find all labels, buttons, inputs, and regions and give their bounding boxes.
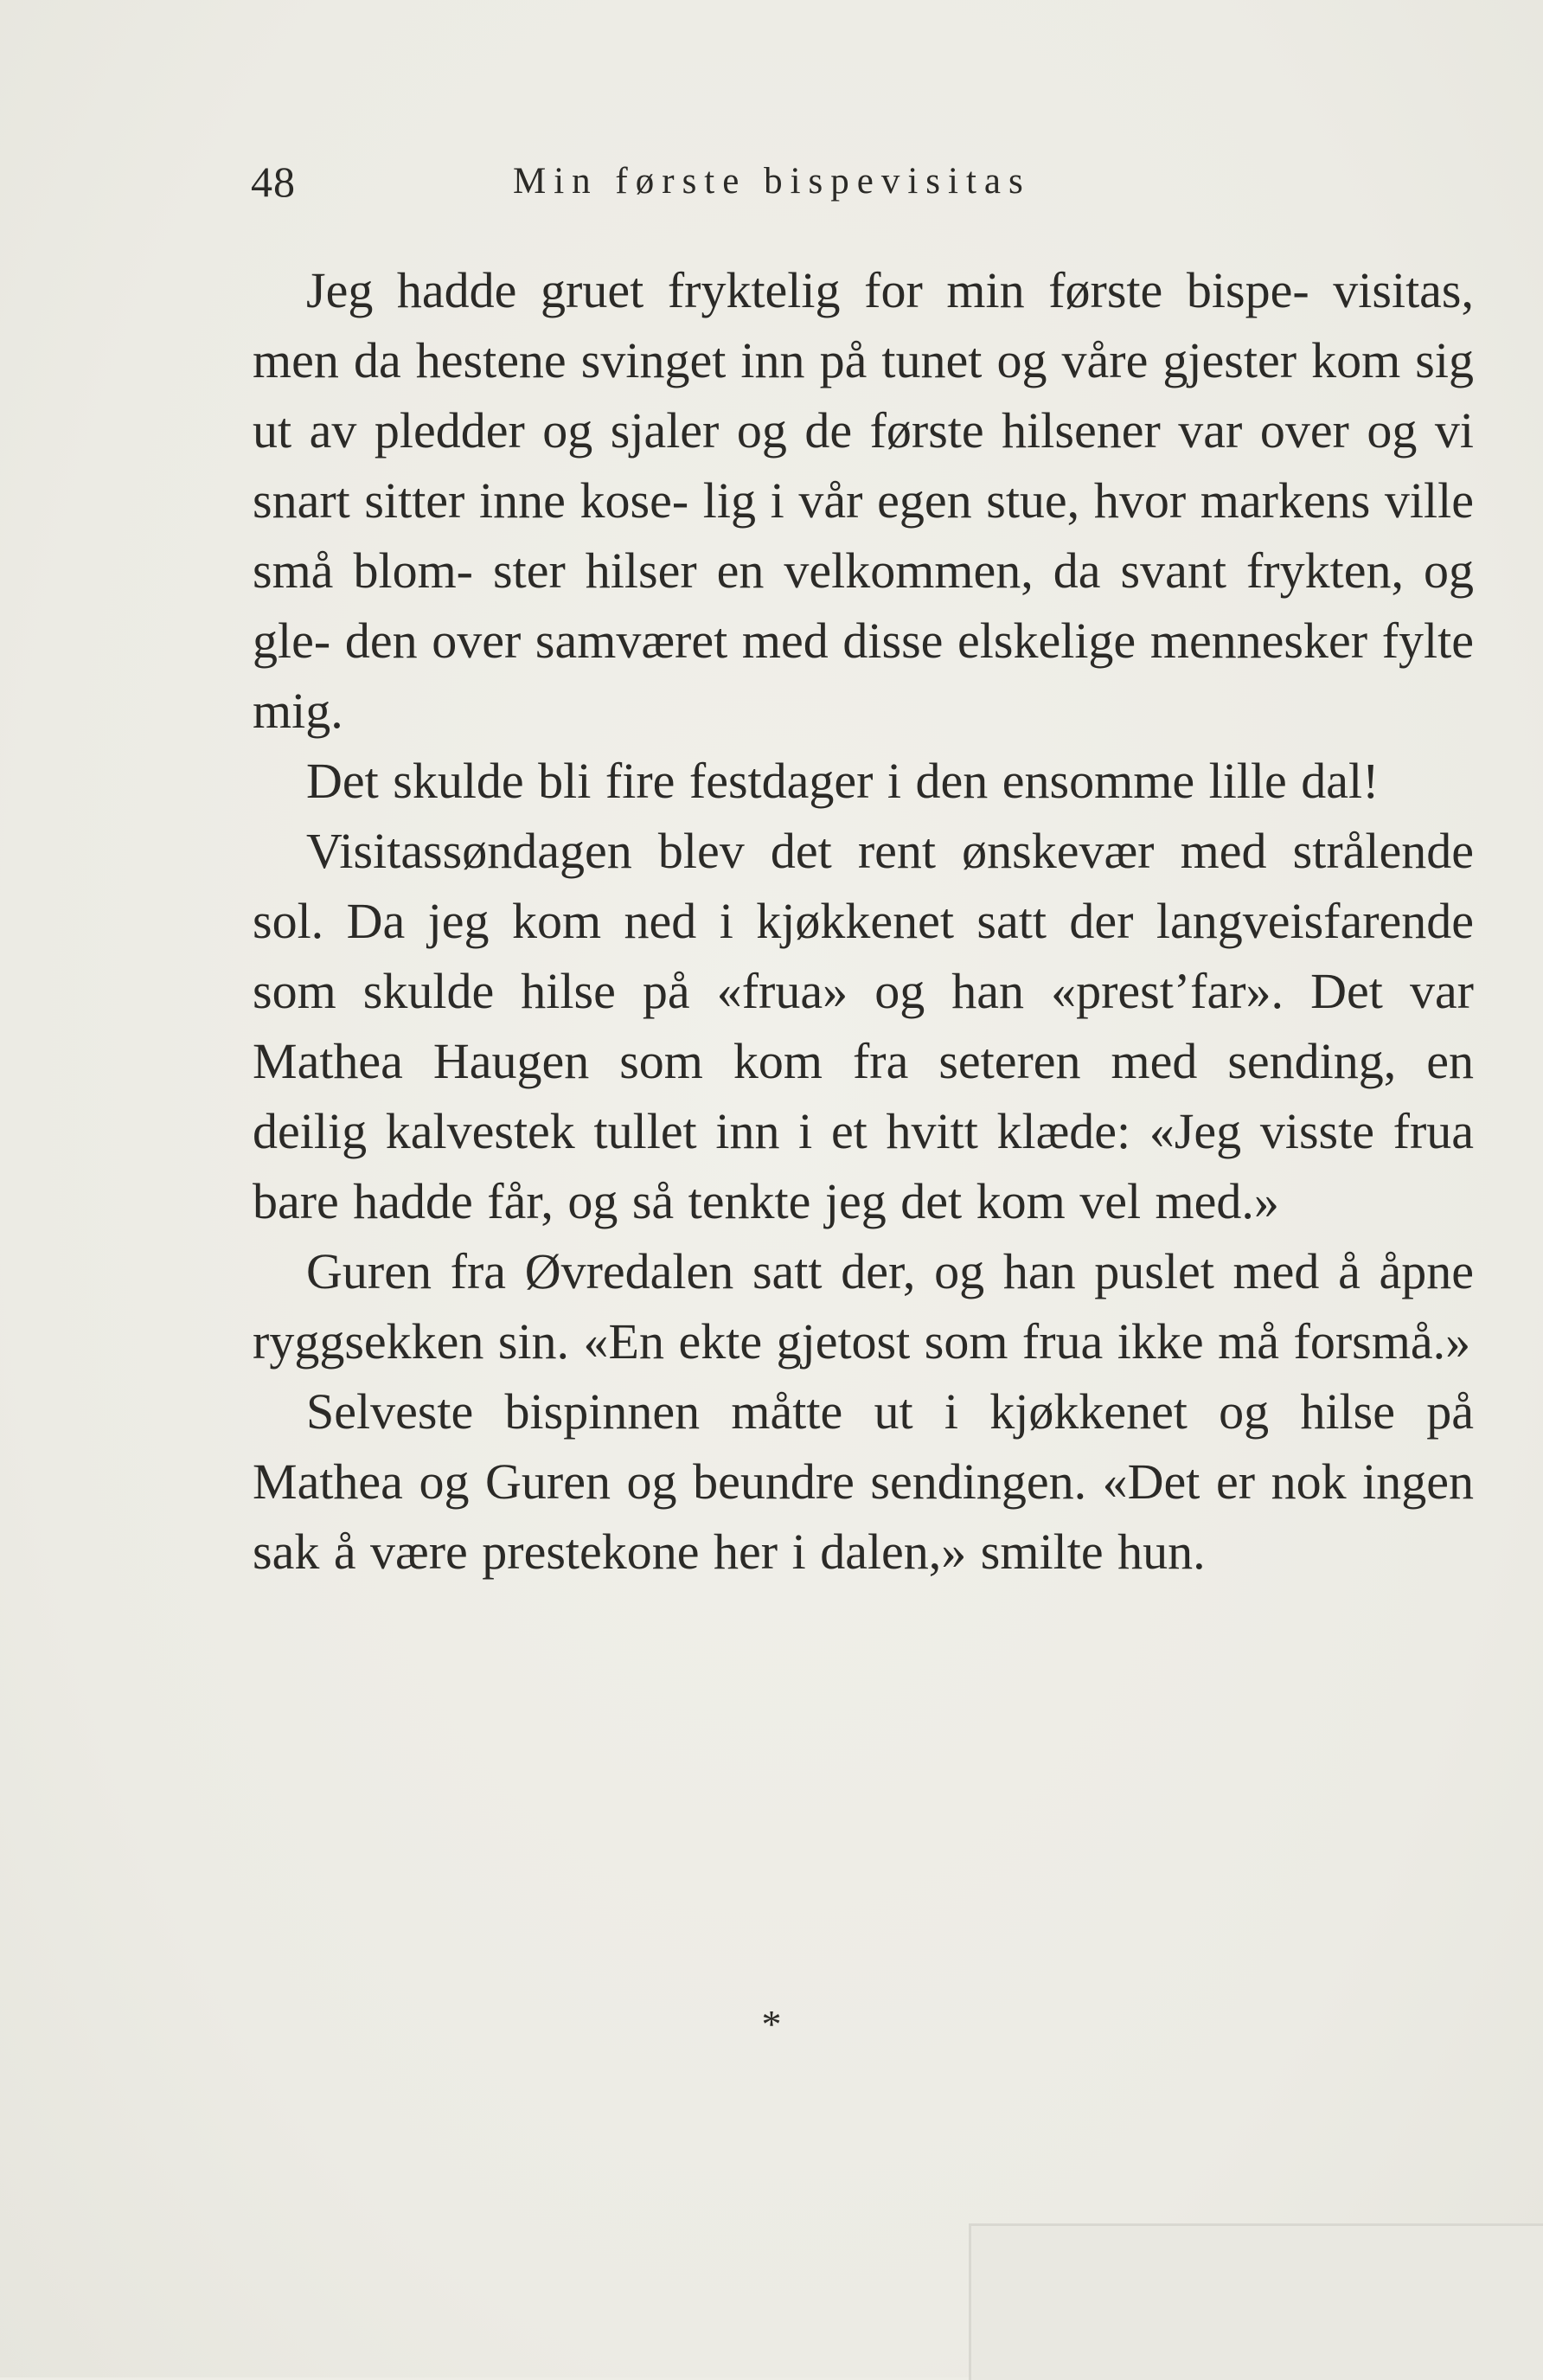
paper-corner-mark bbox=[969, 2223, 1543, 2380]
body-text bbox=[253, 255, 1474, 1587]
section-separator: * bbox=[761, 2002, 782, 2046]
paragraph: Det skulde bli fire festdager i den ensomme lille dal! bbox=[306, 753, 1380, 809]
page-number: 48 bbox=[251, 157, 296, 206]
paragraph: Jeg hadde gruet fryktelig for min første bispe- visitas, men da hestene svinget inn på tunet og våre gjester kom sig ut av pledder og sjaler og de første hilsener var over og vi snart sitter inne kose- lig i vår egen stue, hvor markens ville små blom- ster hilser en velkommen, da svant frykten, og gle- den over samværet med disse elskelige mennesker fylte mig. bbox=[253, 262, 1474, 739]
page-header bbox=[251, 147, 1479, 216]
paragraph: Guren fra Øvredalen satt der, og han puslet med å åpne ryggsekken sin. «En ekte gjetost som frua ikke må forsmå.» bbox=[253, 1243, 1474, 1370]
paragraph: Visitassøndagen blev det rent ønskevær med strålende sol. Da jeg kom ned i kjøkkenet satt der langveisfarende som skulde hilse på «frua» og han «prest’far». Det var Mathea Haugen som kom fra seteren med sending, en deilig kalvestek tullet inn i et hvitt klæde: «Jeg visste frua bare hadde får, og så tenkte jeg det kom vel med.» bbox=[253, 823, 1474, 1229]
running-head: Min første bispevisitas bbox=[513, 161, 1031, 202]
paragraph: Selveste bispinnen måtte ut i kjøkkenet og hilse på Mathea og Guren og beundre sendingen. «Det er nok ingen sak å være prestekone her i dalen,» smilte hun. bbox=[253, 1383, 1474, 1580]
